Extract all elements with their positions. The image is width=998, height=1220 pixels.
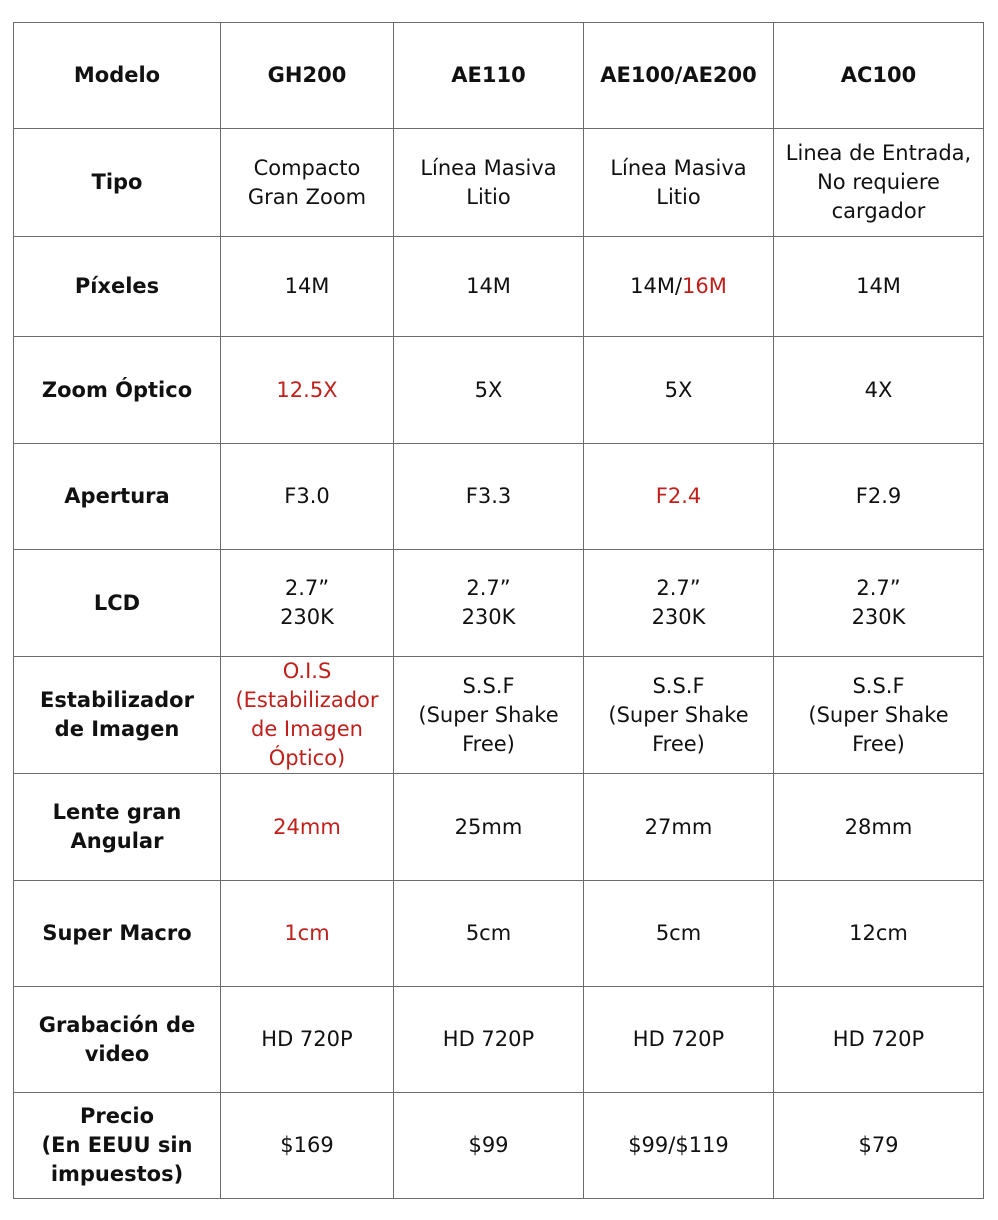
value-text: 2.7” 230K bbox=[280, 576, 334, 629]
spec-value-cell bbox=[221, 237, 394, 337]
value-text: $99/$119 bbox=[628, 1133, 729, 1157]
spec-value-cell bbox=[221, 550, 394, 657]
value-text: 14M bbox=[466, 274, 511, 298]
spec-label-cell: Super Macro bbox=[14, 881, 221, 987]
value-text: Linea de Entrada, No requiere cargador bbox=[785, 141, 972, 223]
spec-value-cell bbox=[221, 987, 394, 1093]
spec-value-cell bbox=[394, 774, 584, 881]
spec-value-cell bbox=[774, 337, 984, 444]
value-text: 4X bbox=[864, 377, 893, 402]
spec-row bbox=[14, 881, 984, 987]
spec-value-cell bbox=[394, 444, 584, 550]
model-header-cell: AE100/AE200 bbox=[584, 23, 774, 129]
model-header-cell: AC100 bbox=[774, 23, 984, 129]
value-text: 14M bbox=[284, 274, 330, 298]
spec-value-cell bbox=[774, 987, 984, 1093]
spec-value-cell bbox=[394, 129, 584, 237]
value-text: 2.7” 230K bbox=[851, 576, 906, 629]
header-row bbox=[14, 23, 984, 129]
spec-row bbox=[14, 337, 984, 444]
spec-row bbox=[14, 237, 984, 337]
value-text: S.S.F (Super Shake Free) bbox=[608, 673, 749, 756]
spec-value-cell bbox=[221, 881, 394, 987]
spec-value-cell bbox=[584, 657, 774, 774]
camera-comparison-table bbox=[13, 22, 984, 1199]
value-text: 28mm bbox=[844, 814, 913, 839]
value-text: $169 bbox=[280, 1133, 334, 1157]
spec-row bbox=[14, 987, 984, 1093]
spec-value-cell bbox=[774, 881, 984, 987]
value-text: 14M bbox=[856, 274, 901, 298]
value-text: 5X bbox=[474, 377, 503, 402]
spec-label-cell: Zoom Óptico bbox=[14, 337, 221, 444]
value-text: 14M/ bbox=[630, 274, 683, 298]
highlighted-value: 12.5X bbox=[276, 377, 338, 402]
spec-row bbox=[14, 1093, 984, 1199]
value-text: F3.0 bbox=[284, 484, 330, 508]
value-text: HD 720P bbox=[442, 1027, 535, 1051]
spec-value-cell bbox=[584, 881, 774, 987]
spec-value-cell bbox=[394, 657, 584, 774]
header-label-cell: Modelo bbox=[14, 23, 221, 129]
spec-row bbox=[14, 774, 984, 881]
value-text: HD 720P bbox=[261, 1027, 353, 1051]
spec-label-cell: Estabilizador de Imagen bbox=[14, 657, 221, 774]
spec-value-cell bbox=[584, 129, 774, 237]
spec-value-cell bbox=[774, 129, 984, 237]
spec-label-cell: Lente gran Angular bbox=[14, 774, 221, 881]
highlighted-value: 16M bbox=[682, 274, 727, 298]
value-text: F2.9 bbox=[855, 484, 902, 508]
spec-value-cell bbox=[584, 774, 774, 881]
spec-value-cell bbox=[774, 550, 984, 657]
value-text: 5X bbox=[664, 377, 693, 402]
spec-label-cell: Tipo bbox=[14, 129, 221, 237]
value-text: 2.7” 230K bbox=[651, 576, 706, 629]
value-text: 5cm bbox=[465, 921, 512, 945]
spec-value-cell bbox=[394, 881, 584, 987]
spec-value-cell bbox=[394, 987, 584, 1093]
value-text: Línea Masiva Litio bbox=[610, 155, 747, 209]
value-text: Compacto Gran Zoom bbox=[247, 155, 367, 209]
spec-row bbox=[14, 444, 984, 550]
spec-value-cell bbox=[584, 1093, 774, 1199]
value-text: HD 720P bbox=[632, 1027, 725, 1051]
value-text: HD 720P bbox=[832, 1027, 925, 1051]
spec-value-cell bbox=[394, 550, 584, 657]
value-text: 25mm bbox=[454, 814, 523, 839]
value-text: F3.3 bbox=[465, 484, 512, 508]
spec-value-cell bbox=[221, 337, 394, 444]
highlighted-value: 1cm bbox=[284, 921, 330, 945]
spec-value-cell bbox=[221, 1093, 394, 1199]
spec-label-cell: Píxeles bbox=[14, 237, 221, 337]
value-text: 5cm bbox=[655, 921, 702, 945]
spec-value-cell bbox=[584, 337, 774, 444]
spec-row bbox=[14, 657, 984, 774]
value-text: Línea Masiva Litio bbox=[420, 155, 557, 209]
spec-value-cell bbox=[221, 129, 394, 237]
spec-value-cell bbox=[584, 987, 774, 1093]
spec-value-cell bbox=[774, 657, 984, 774]
highlighted-value: 24mm bbox=[273, 814, 341, 839]
table-body bbox=[14, 23, 984, 1199]
value-text: $99 bbox=[468, 1133, 509, 1157]
spec-label-cell: Precio (En EEUU sin impuestos) bbox=[14, 1093, 221, 1199]
value-text: S.S.F (Super Shake Free) bbox=[418, 673, 559, 756]
value-text: 2.7” 230K bbox=[461, 576, 516, 629]
spec-value-cell bbox=[394, 337, 584, 444]
value-text: S.S.F (Super Shake Free) bbox=[808, 673, 949, 756]
value-text: 27mm bbox=[644, 814, 713, 839]
value-text: $79 bbox=[858, 1133, 899, 1157]
spec-row bbox=[14, 129, 984, 237]
model-header-cell: AE110 bbox=[394, 23, 584, 129]
spec-value-cell bbox=[221, 444, 394, 550]
spec-value-cell bbox=[774, 1093, 984, 1199]
spec-value-cell bbox=[584, 237, 774, 337]
spec-value-cell bbox=[221, 657, 394, 774]
spec-label-cell: LCD bbox=[14, 550, 221, 657]
spec-label-cell: Grabación de video bbox=[14, 987, 221, 1093]
value-text: 12cm bbox=[849, 921, 908, 945]
spec-value-cell bbox=[584, 550, 774, 657]
model-header-cell: GH200 bbox=[221, 23, 394, 129]
spec-value-cell bbox=[774, 237, 984, 337]
spec-label-cell: Apertura bbox=[14, 444, 221, 550]
spec-value-cell bbox=[584, 444, 774, 550]
spec-value-cell bbox=[774, 774, 984, 881]
spec-value-cell bbox=[774, 444, 984, 550]
spec-value-cell bbox=[394, 1093, 584, 1199]
spec-value-cell bbox=[221, 774, 394, 881]
spec-value-cell bbox=[394, 237, 584, 337]
spec-row bbox=[14, 550, 984, 657]
highlighted-value: O.I.S (Estabilizador de Imagen Óptico) bbox=[235, 659, 379, 770]
highlighted-value: F2.4 bbox=[655, 484, 702, 508]
